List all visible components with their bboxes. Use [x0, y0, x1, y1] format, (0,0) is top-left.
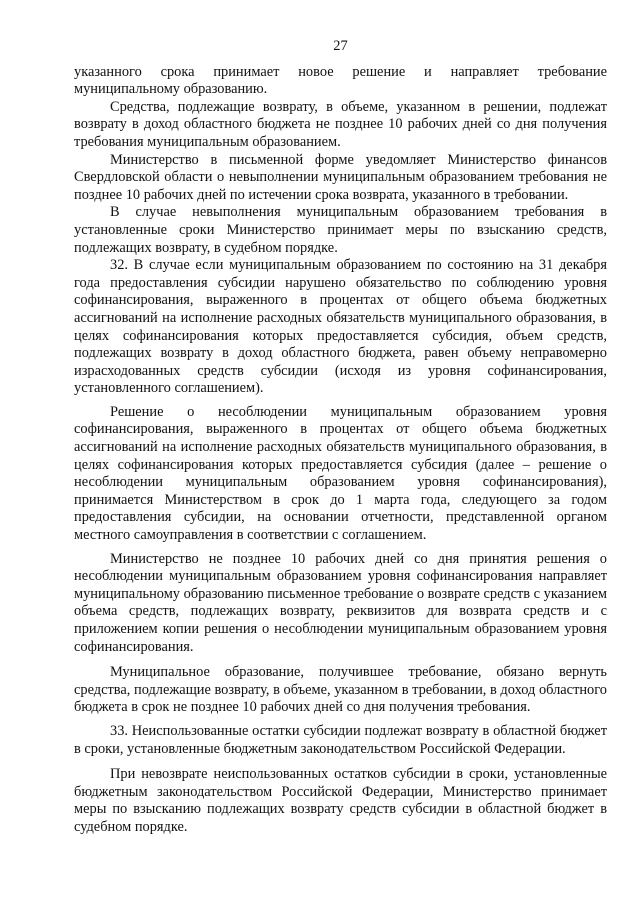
paragraph-noncompliance-decision: Решение о несоблюдении муниципальным образованием уровня софинансирования, выраженного в процентах от общего объема бюджетных ассигнований на исполнение расходных обязательств муниципального образования, в целях софинансирования которых предоставляется субсидия (далее – решение о несоблюдении муниципальным образованием уровня софинансирования), принимается Министерством в срок до 1 марта года, следующего за годом предоставления субсидии, на основании отчетности, представленной органом местного самоуправления в соответствии с соглашением. [74, 403, 607, 544]
paragraph-continuation: указанного срока принимает новое решение и направляет требование муниципальному образованию. [74, 63, 607, 98]
paragraph-clause-32: 32. В случае если муниципальным образованием по состоянию на 31 декабря года предоставления субсидии нарушено обязательство по соблюдению уровня софинансирования, выраженного в процентах от общего объема бюджетных ассигнований на исполнение расходных обязательств муниципального образования, в целях софинансирования которых предоставляется субсидия, объем средств, подлежащих возврату в доход областного бюджета, равен объему неправомерно израсходованных средств субсидии (исходя из уровня софинансирования, установленного соглашением). [74, 257, 607, 397]
paragraph-unreturned-balances: При невозврате неиспользованных остатков субсидии в сроки, установленные бюджетным законодательством Российской Федерации, Министерство принимает меры по взысканию подлежащих возврату средств субсидии в областной бюджет в судебном порядке. [74, 766, 607, 835]
paragraph-refund-deadline: Средства, подлежащие возврату, в объеме, указанном в решении, подлежат возврату в доход областного бюджета не позднее 10 рабочих дней со дня получения требования муниципальным образованием. [74, 98, 607, 150]
paragraph-clause-33: 33. Неиспользованные остатки субсидии подлежат возврату в областной бюджет в сроки, установленные бюджетным законодательством Российской Федерации. [74, 722, 607, 757]
page-number: 27 [333, 38, 348, 54]
paragraph-ministry-notice: Министерство в письменной форме уведомляет Министерство финансов Свердловской области о невыполнении муниципальным образованием требования не позднее 10 рабочих дней по истечении срока возврата, указанного в требовании. [74, 151, 607, 203]
paragraph-municipality-return: Муниципальное образование, получившее требование, обязано вернуть средства, подлежащие возврату, в объеме, указанном в требовании, в доход областного бюджета в срок не позднее 10 рабочих дней со дня получения требования. [74, 664, 607, 716]
paragraph-ministry-requirement: Министерство не позднее 10 рабочих дней со дня принятия решения о несоблюдении муниципальным образованием уровня софинансирования направляет муниципальному образованию письменное требование о возврате средств с указанием объема средств, подлежащих возврату, реквизитов для возврата средств и с приложением копии решения о несоблюдении муниципальным образованием уровня софинансирования. [74, 550, 607, 655]
document-page [74, 38, 607, 837]
paragraph-court-recovery: В случае невыполнения муниципальным образованием требования в установленные сроки Министерство принимает меры по взысканию средств, подлежащих возврату, в судебном порядке. [74, 204, 607, 256]
